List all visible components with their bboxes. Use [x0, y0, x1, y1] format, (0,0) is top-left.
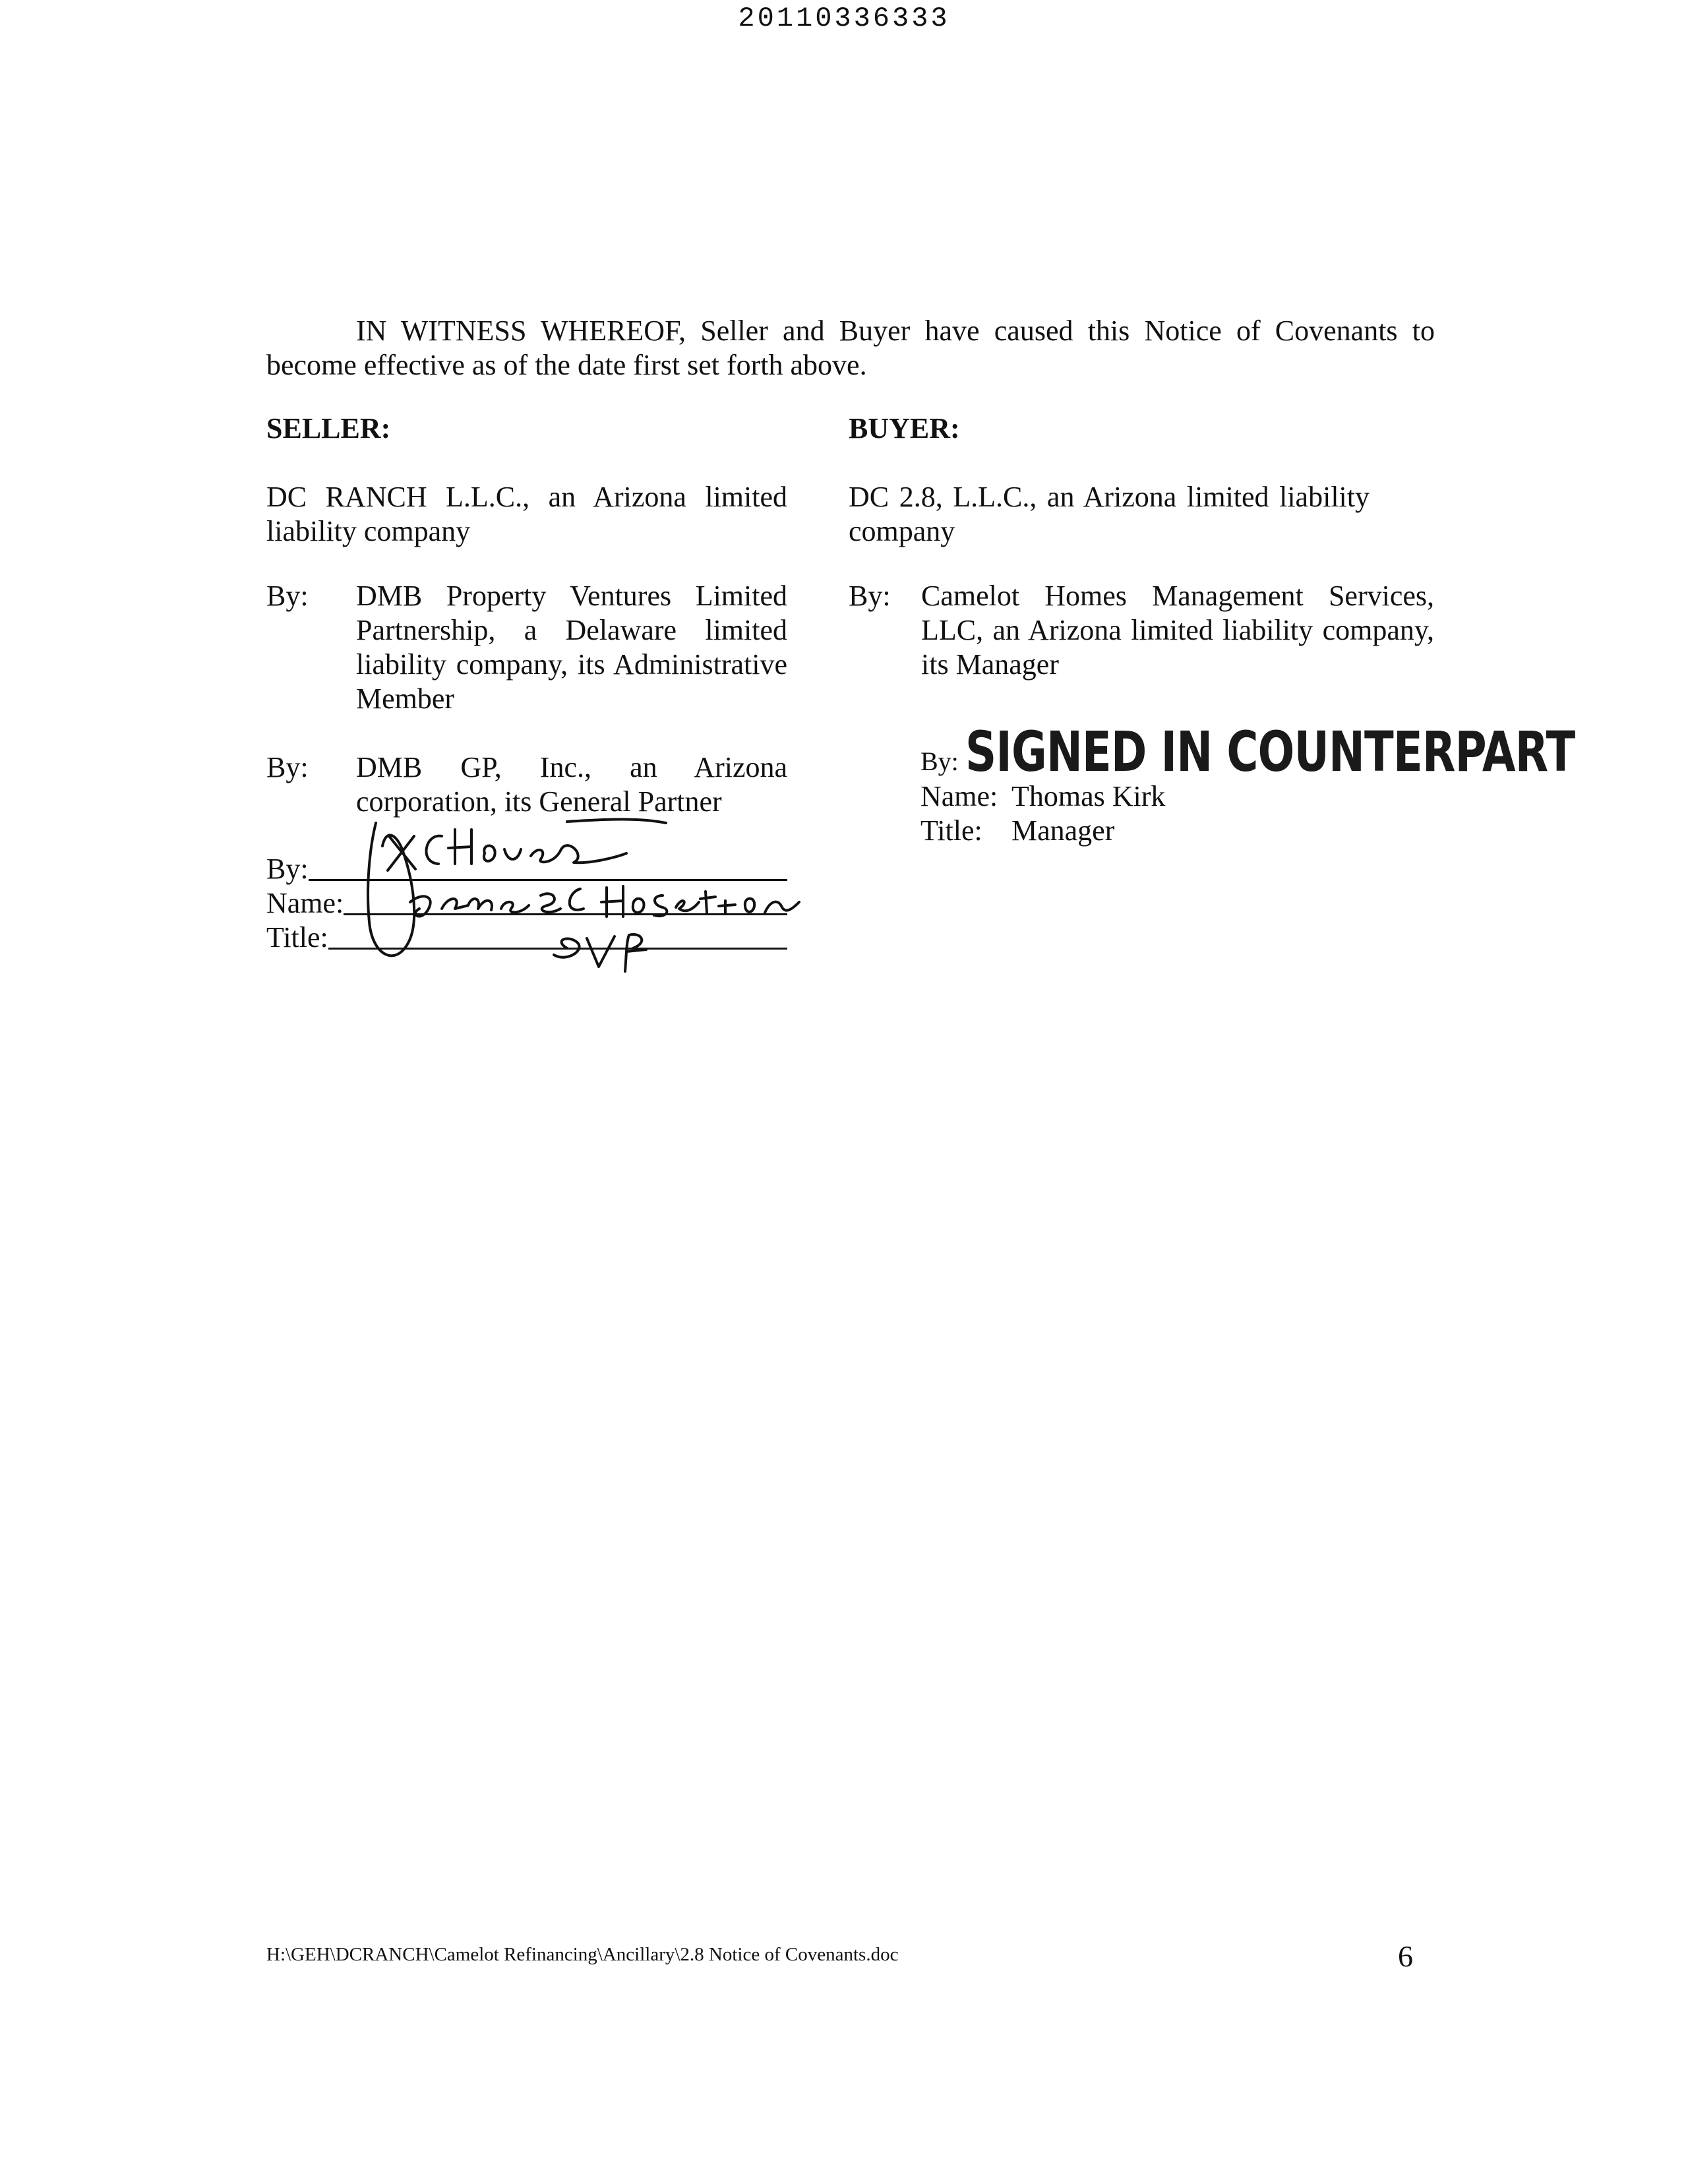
buyer-name-value: Thomas Kirk	[1011, 780, 1166, 812]
buyer-by1-text: Camelot Homes Management Services, LLC, an Arizona limited liability company, its Manager	[921, 580, 1434, 681]
seller-by1-text: DMB Property Ventures Limited Partnership, a Delaware limited liability company, its Administrative Member	[356, 580, 787, 715]
sig-title-label: Title:	[266, 921, 328, 954]
buyer-title-value: Manager	[1011, 814, 1115, 847]
by-label: By:	[266, 751, 309, 783]
buyer-by-stamp-line	[920, 719, 1688, 784]
witness-text: IN WITNESS WHEREOF, Seller and Buyer have caused this Notice of Covenants to become effective as of the date first set forth above.	[266, 315, 1435, 381]
signed-in-counterpart-stamp: SIGNED IN COUNTERPART	[965, 719, 1575, 784]
buyer-heading: BUYER:	[849, 412, 960, 444]
document-number: 20110336333	[738, 3, 950, 34]
by-label: By:	[849, 580, 891, 612]
by-label: By:	[920, 746, 959, 776]
seller-by-block-1	[266, 579, 787, 716]
seller-by-block-2	[266, 750, 787, 819]
by-label: By:	[266, 580, 309, 612]
footer-file-path: H:\GEH\DCRANCH\Camelot Refinancing\Ancillary\2.8 Notice of Covenants.doc	[266, 1944, 899, 1965]
buyer-name-label: Name:	[920, 780, 998, 812]
seller-heading: SELLER:	[266, 412, 391, 444]
sig-name-label: Name:	[266, 887, 344, 919]
buyer-title-line	[920, 814, 1114, 848]
buyer-entity: DC 2.8, L.L.C., an Arizona limited liability company	[849, 481, 1370, 547]
handwritten-signature	[356, 810, 818, 981]
buyer-by-block-1	[849, 579, 1434, 682]
buyer-name-line	[920, 779, 1165, 814]
seller-entity: DC RANCH L.L.C., an Arizona limited liability company	[266, 481, 787, 547]
page-number: 6	[1398, 1939, 1413, 1973]
seller-by2-text: DMB GP, Inc., an Arizona corporation, its General Partner	[356, 751, 787, 818]
witness-paragraph	[266, 314, 1435, 382]
buyer-title-label: Title:	[920, 814, 982, 847]
sig-by-label: By:	[266, 853, 309, 885]
